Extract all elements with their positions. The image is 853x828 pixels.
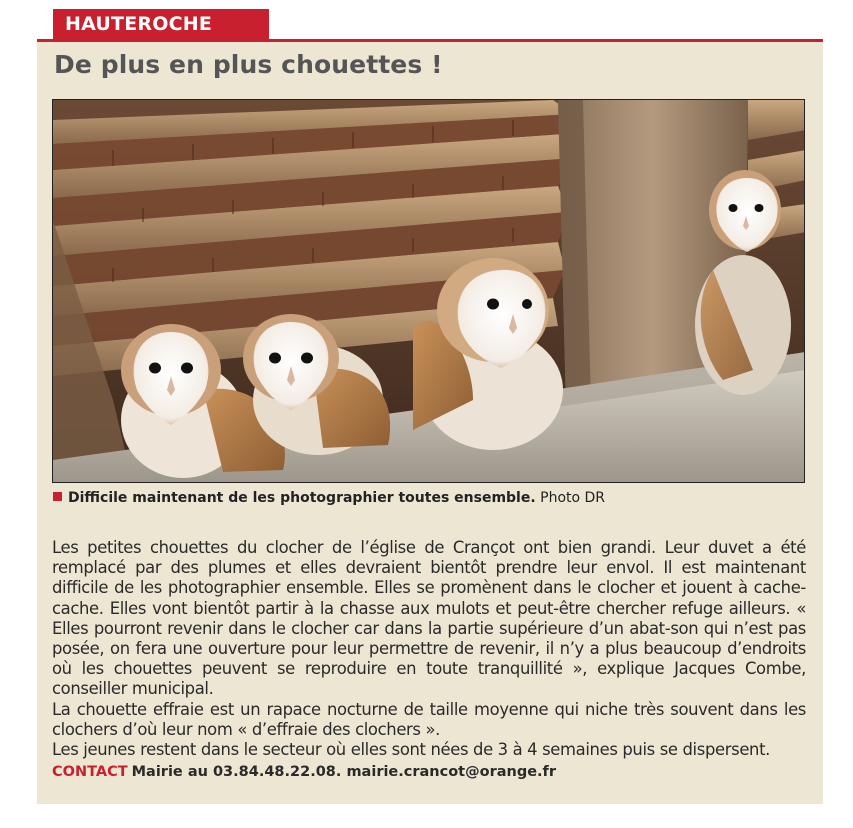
photo-credit: Photo DR — [540, 490, 606, 506]
body-paragraph-3: Les jeunes restent dans le secteur où elles sont nées de 3 à 4 semaines puis se dispersent. — [52, 740, 771, 760]
contact-line — [52, 764, 556, 780]
photo-caption — [53, 490, 605, 506]
caption-text: Difficile maintenant de les photographier toutes ensemble. — [68, 490, 536, 506]
body-paragraph-2: La chouette effraie est un rapace nocturne de taille moyenne qui niche très souvent dans les clochers d’où leur nom « d’effraie des clochers ». — [52, 699, 806, 739]
barn-owls-photo — [52, 99, 805, 483]
article-body — [52, 538, 806, 760]
caption-bullet — [53, 492, 62, 501]
owls-illustration — [53, 100, 805, 483]
section-tag: HAUTEROCHE — [53, 9, 269, 40]
article-headline: De plus en plus chouettes ! — [54, 50, 443, 79]
contact-label: CONTACT — [52, 764, 128, 780]
contact-text: Mairie au 03.84.48.22.08. mairie.crancot@orange.fr — [131, 764, 557, 780]
body-paragraph-1: Les petites chouettes du clocher de l’église de Crançot ont bien grandi. Leur duvet a été remplacé par des plumes et elles devraient bientôt prendre leur envol. Il est maintenant difficile de les photographier ensemble. Elles se promènent dans le clocher et jouent à cache-cache. Elles vont bientôt partir à la chasse aux mulots et peut-être chercher refuge ailleurs. « Elles pourront revenir dans le clocher car dans la partie supérieure d’un abat-son qui n’est pas posée, on fera une ouverture pour leur permettre de revenir, il n’y a plus beaucoup d’endroits où les chouettes peuvent se reproduire en toute tranquillité », explique Jacques Combe, conseiller municipal. — [52, 538, 806, 699]
